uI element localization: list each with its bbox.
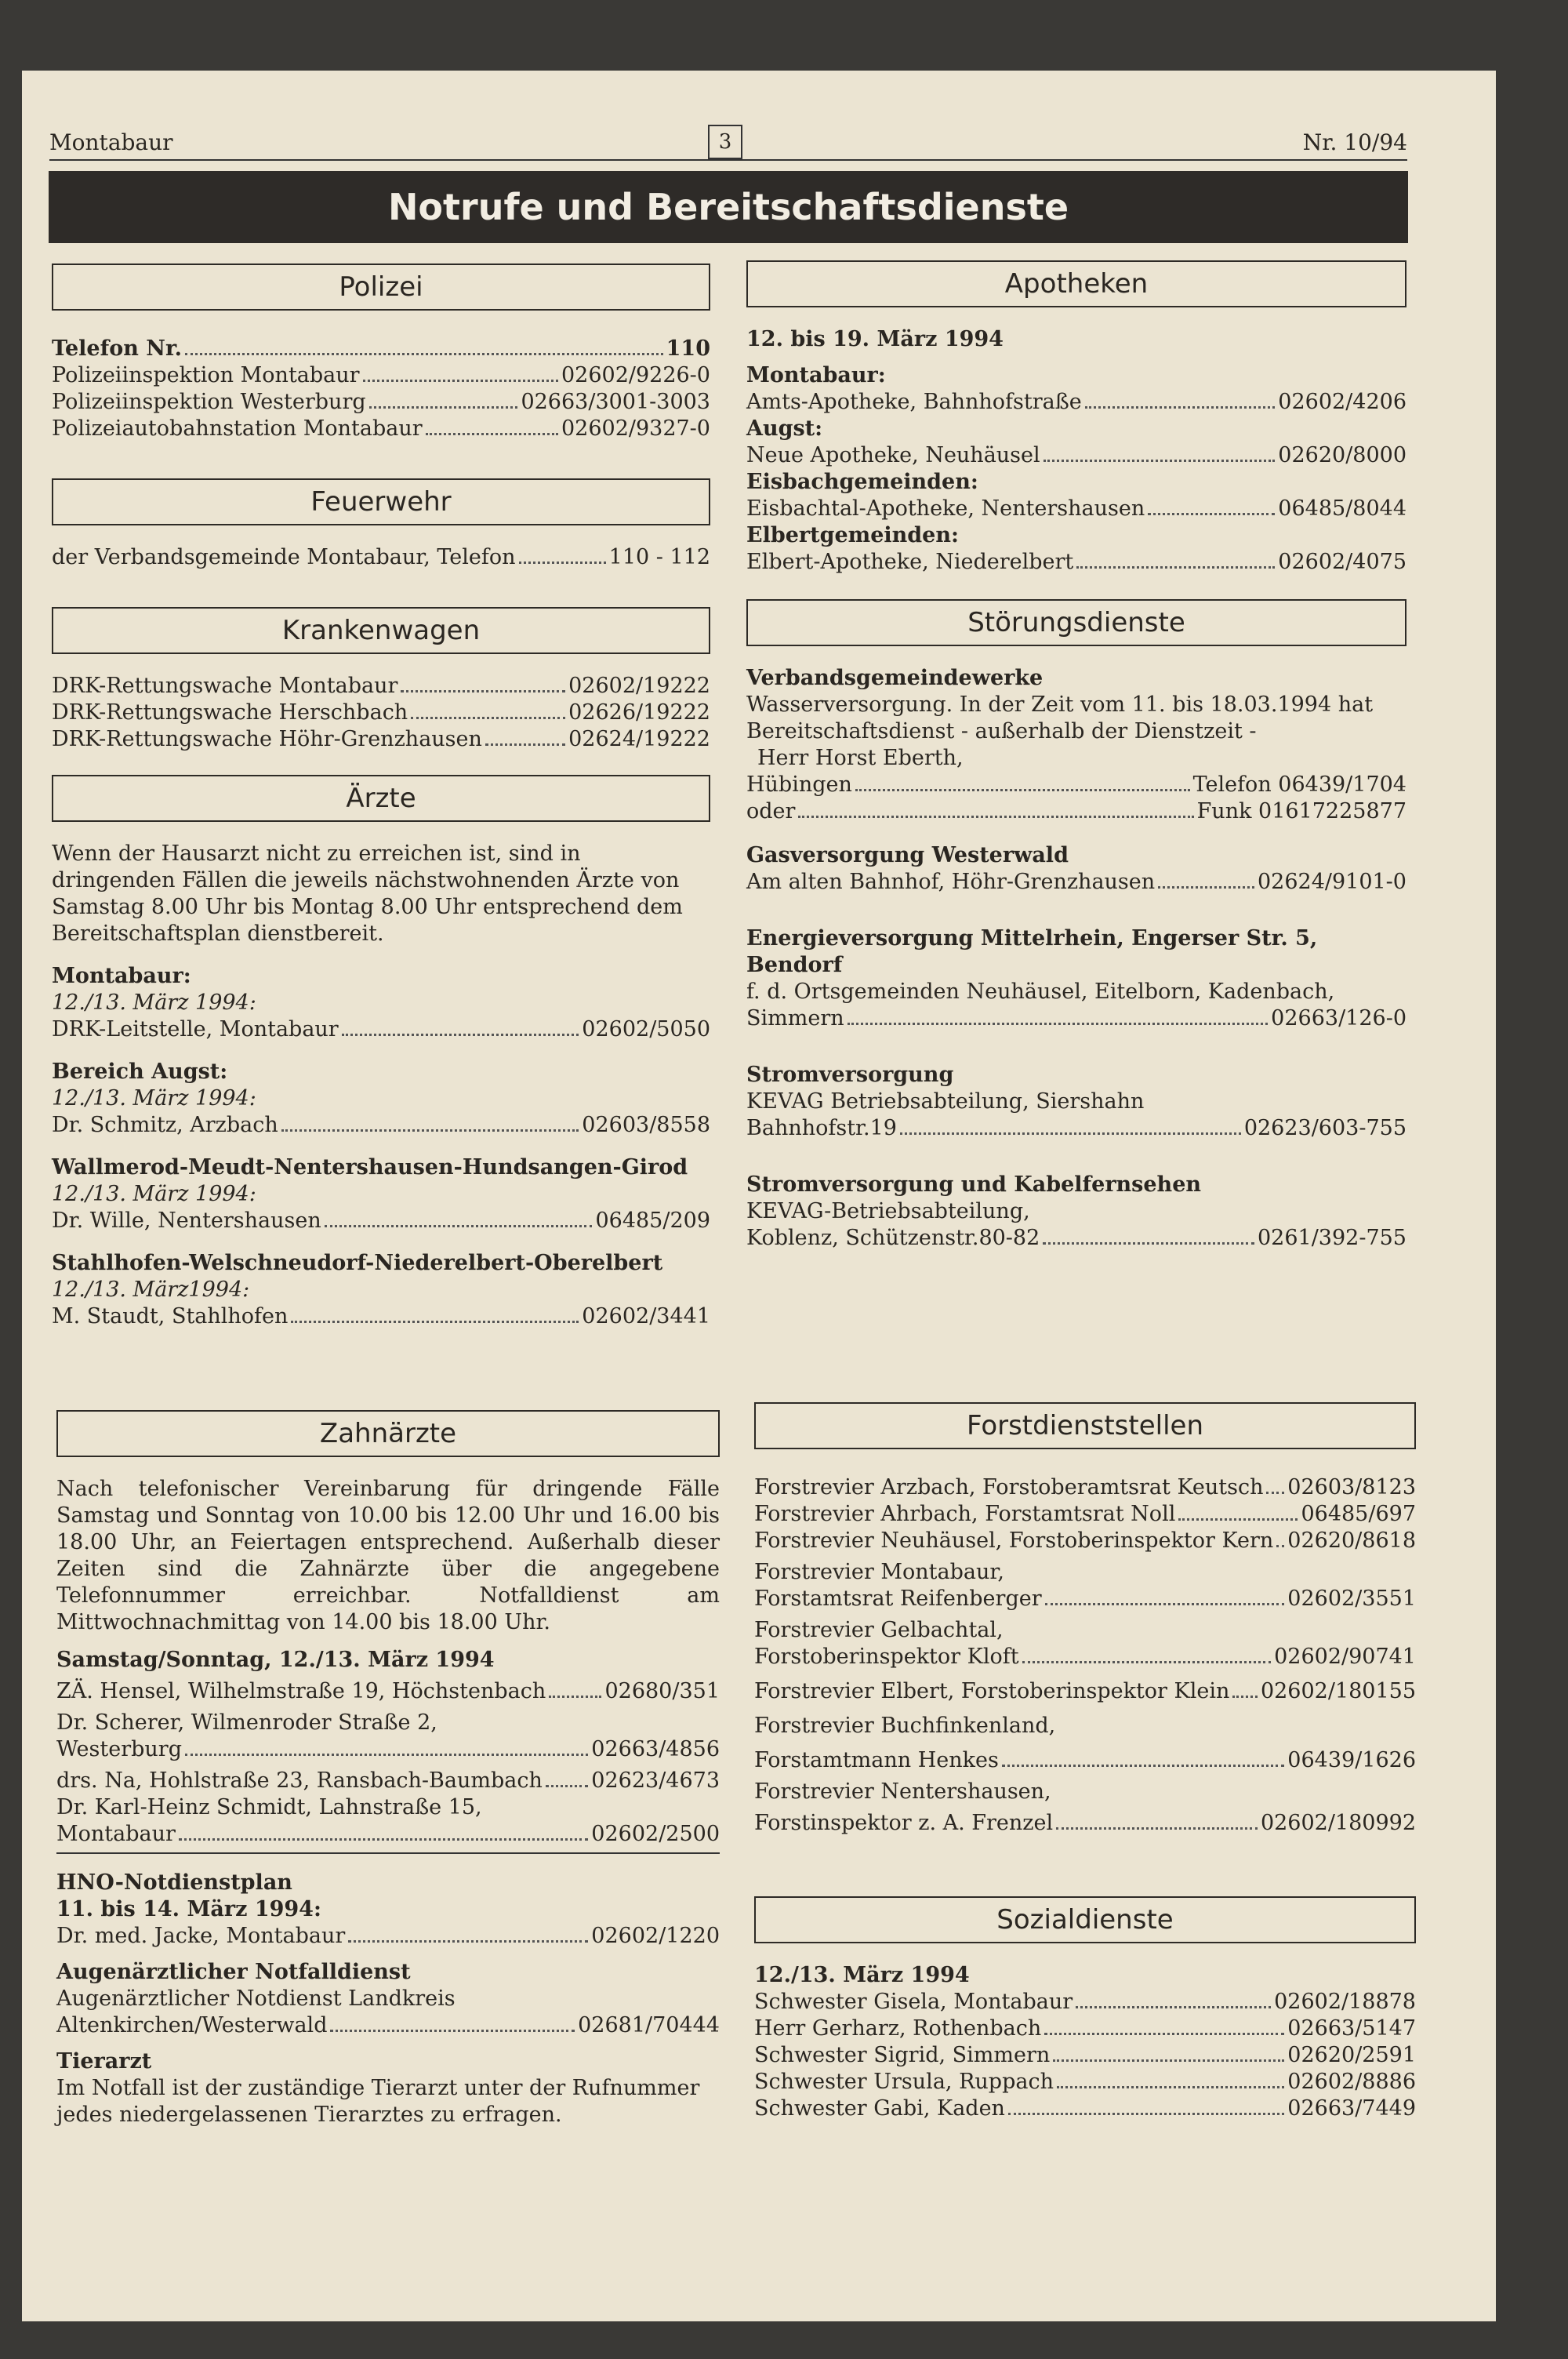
list-item-pre: Forstrevier Nentershausen, (754, 1779, 1051, 1804)
section-title-feuerwehr: Feuerwehr (52, 478, 710, 525)
list-item: oder Funk 01617225877 (746, 799, 1406, 823)
list-item: Polizeiautobahnstation Montabaur 02602/9327-0 (52, 416, 710, 441)
subheading: Energieversorgung Mittelrhein, Engerser Str. 5, Bendorf (746, 926, 1318, 977)
place-heading: Augst: (746, 416, 823, 441)
section-title-zahnaerzte: Zahnärzte (56, 1410, 720, 1457)
list-item: Telefon Nr. 110 (52, 336, 710, 361)
list-item-pre: Augenärztlicher Notdienst Landkreis (56, 1986, 456, 2011)
area-heading: Stahlhofen-Welschneudorf-Niederelbert-Oberelbert (52, 1251, 663, 1275)
list-item: Amts-Apotheke, Bahnhofstraße 02602/4206 (746, 390, 1406, 414)
place-heading: Eisbachgemeinden: (746, 470, 978, 494)
sozial-date: 12./13. März 1994 (754, 1963, 970, 1987)
list-item: Forstrevier Arzbach, Forstoberamtsrat Keutsch 02603/8123 (754, 1475, 1416, 1499)
list-item: DRK-Rettungswache Herschbach 02626/19222 (52, 700, 710, 725)
section-title-stoerungsdienste: Störungsdienste (746, 599, 1406, 646)
section-title-aerzte: Ärzte (52, 775, 710, 822)
page-title: Notrufe und Bereitschaftsdienste (49, 171, 1408, 243)
list-item: Westerburg 02663/4856 (56, 1737, 720, 1761)
right-column-bottom (754, 1402, 1416, 2122)
list-item: Polizeiinspektion Montabaur 02602/9226-0 (52, 363, 710, 387)
list-item: Am alten Bahnhof, Höhr-Grenzhausen 02624/9101-0 (746, 870, 1406, 894)
list-item: Schwester Ursula, Ruppach 02602/8886 (754, 2070, 1416, 2094)
subheading: Gasversorgung Westerwald (746, 843, 1069, 867)
list-item: M. Staudt, Stahlhofen 02602/3441 (52, 1304, 710, 1329)
area-heading: Montabaur: (52, 964, 191, 988)
list-item: Forstamtsrat Reifenberger 02602/3551 (754, 1587, 1416, 1611)
list-item: Dr. Schmitz, Arzbach 02603/8558 (52, 1113, 710, 1137)
left-column-bottom (56, 1410, 720, 2128)
right-column-top (746, 260, 1406, 1252)
area-heading: Bereich Augst: (52, 1060, 228, 1084)
list-item: Forstamtmann Henkes 06439/1626 (754, 1748, 1416, 1772)
list-item: Eisbachtal-Apotheke, Nentershausen 06485/8044 (746, 496, 1406, 521)
tierarzt-heading: Tierarzt (56, 2049, 152, 2074)
list-item: Forstinspektor z. A. Frenzel 02602/180992 (754, 1811, 1416, 1835)
text-line: Wasserversorgung. In der Zeit vom 11. bis 18.03.1994 hat (746, 692, 1374, 717)
list-item: Schwester Sigrid, Simmern 02620/2591 (754, 2043, 1416, 2067)
list-item: Forstrevier Neuhäusel, Forstoberinspektor Kern 02620/8618 (754, 1528, 1416, 1553)
header-town: Montabaur (49, 129, 173, 155)
subheading: Verbandsgemeindewerke (746, 666, 1044, 690)
list-item: Forstrevier Ahrbach, Forstamtsrat Noll 06485/697 (754, 1502, 1416, 1526)
text-line: KEVAG-Betriebsabteilung, (746, 1199, 1030, 1223)
text-line: Herr Horst Eberth, (757, 746, 964, 770)
header-rule (49, 159, 1407, 161)
section-title-polizei: Polizei (52, 264, 710, 311)
section-title-apotheken: Apotheken (746, 260, 1406, 307)
area-date: 12./13. März 1994: (52, 1182, 256, 1206)
list-item: Polizeiinspektion Westerburg 02663/3001-3003 (52, 390, 710, 414)
list-item-pre: Forstrevier Buchfinkenland, (754, 1714, 1056, 1738)
list-item: Forstrevier Elbert, Forstoberinspektor Klein 02602/180155 (754, 1679, 1416, 1703)
page-number: 3 (708, 125, 742, 159)
augen-heading: Augenärztlicher Notfalldienst (56, 1960, 411, 1984)
text-line: Bereitschaftsdienst - außerhalb der Dienstzeit - (746, 719, 1257, 743)
list-item: der Verbandsgemeinde Montabaur, Telefon 110 - 112 (52, 545, 710, 569)
list-item: Schwester Gisela, Montabaur 02602/18878 (754, 1990, 1416, 2014)
text-line: KEVAG Betriebsabteilung, Siershahn (746, 1089, 1145, 1114)
divider (56, 1852, 720, 1854)
list-item-pre: Dr. Karl-Heinz Schmidt, Lahnstraße 15, (56, 1795, 482, 1819)
place-heading: Elbertgemeinden: (746, 523, 959, 547)
list-item: Koblenz, Schützenstr.80-82 0261/392-755 (746, 1226, 1406, 1250)
list-item: Forstoberinspektor Kloft 02602/90741 (754, 1645, 1416, 1669)
subheading: Stromversorgung (746, 1063, 954, 1087)
list-item: Simmern 02663/126-0 (746, 1006, 1406, 1030)
section-title-forstdienststellen: Forstdienststellen (754, 1402, 1416, 1449)
list-item: Dr. med. Jacke, Montabaur 02602/1220 (56, 1924, 720, 1948)
list-item: Montabaur 02602/2500 (56, 1822, 720, 1846)
area-date: 12./13. März 1994: (52, 990, 256, 1015)
list-item-pre: Dr. Scherer, Wilmenroder Straße 2, (56, 1710, 437, 1735)
list-item: DRK-Rettungswache Höhr-Grenzhausen 02624/19222 (52, 727, 710, 751)
list-item-pre: Forstrevier Montabaur, (754, 1560, 1004, 1584)
list-item: Altenkirchen/Westerwald 02681/70444 (56, 2013, 720, 2037)
list-item: Neue Apotheke, Neuhäusel 02620/8000 (746, 443, 1406, 467)
subheading: Stromversorgung und Kabelfernsehen (746, 1172, 1201, 1197)
place-heading: Montabaur: (746, 363, 886, 387)
area-heading: Wallmerod-Meudt-Nentershausen-Hundsangen-Girod (52, 1155, 688, 1180)
text-line: f. d. Ortsgemeinden Neuhäusel, Eitelborn, Kadenbach, (746, 980, 1335, 1004)
list-item: Schwester Gabi, Kaden 02663/7449 (754, 2096, 1416, 2121)
issue-number: Nr. 10/94 (1302, 129, 1407, 155)
list-item: drs. Na, Hohlstraße 23, Ransbach-Baumbach 02623/4673 (56, 1768, 720, 1793)
tierarzt-text: Im Notfall ist der zuständige Tierarzt unter der Rufnummer jedes niedergelassenen Tierarztes zu erfragen. (56, 2076, 700, 2127)
list-item: ZÄ. Hensel, Wilhelmstraße 19, Höchstenbach 02680/351 (56, 1679, 720, 1703)
list-item: Dr. Wille, Nentershausen 06485/209 (52, 1209, 710, 1233)
zahnaerzte-intro: Nach telefonischer Vereinbarung für dringende Fälle Samstag und Sonntag von 10.00 bis 12.00 Uhr und 16.00 bis 18.00 Uhr, an Feiertagen entsprechend. Außerhalb dieser Zeiten sind die Zahnärzte über die angegebene Telefonnummer erreichbar. Notfalldienst am Mittwochnachmittag von 14.00 bis 18.00 Uhr. (56, 1477, 720, 1634)
area-date: 12./13. März1994: (52, 1278, 250, 1302)
zahnaerzte-heading: Samstag/Sonntag, 12./13. März 1994 (56, 1648, 495, 1672)
list-item: Bahnhofstr.19 02623/603-755 (746, 1116, 1406, 1140)
list-item: Hübingen Telefon 06439/1704 (746, 772, 1406, 797)
list-item: DRK-Leitstelle, Montabaur 02602/5050 (52, 1017, 710, 1041)
left-column-top (52, 264, 710, 1330)
area-date: 12./13. März 1994: (52, 1086, 256, 1110)
apotheken-date: 12. bis 19. März 1994 (746, 327, 1004, 351)
page-header (49, 129, 1407, 162)
list-item: Elbert-Apotheke, Niederelbert 02602/4075 (746, 550, 1406, 574)
aerzte-intro: Wenn der Hausarzt nicht zu erreichen ist, sind in dringenden Fällen die jeweils nächstwohnenden Ärzte von Samstag 8.00 Uhr bis Montag 8.00 Uhr entsprechend dem Bereitschaftsplan dienstbereit. (52, 841, 683, 946)
list-item-pre: Forstrevier Gelbachtal, (754, 1618, 1004, 1642)
hno-heading: HNO-Notdienstplan (56, 1870, 292, 1895)
section-title-sozialdienste: Sozialdienste (754, 1896, 1416, 1943)
hno-date: 11. bis 14. März 1994: (56, 1897, 321, 1921)
section-title-krankenwagen: Krankenwagen (52, 607, 710, 654)
list-item: DRK-Rettungswache Montabaur 02602/19222 (52, 674, 710, 698)
list-item: Herr Gerharz, Rothenbach 02663/5147 (754, 2016, 1416, 2041)
